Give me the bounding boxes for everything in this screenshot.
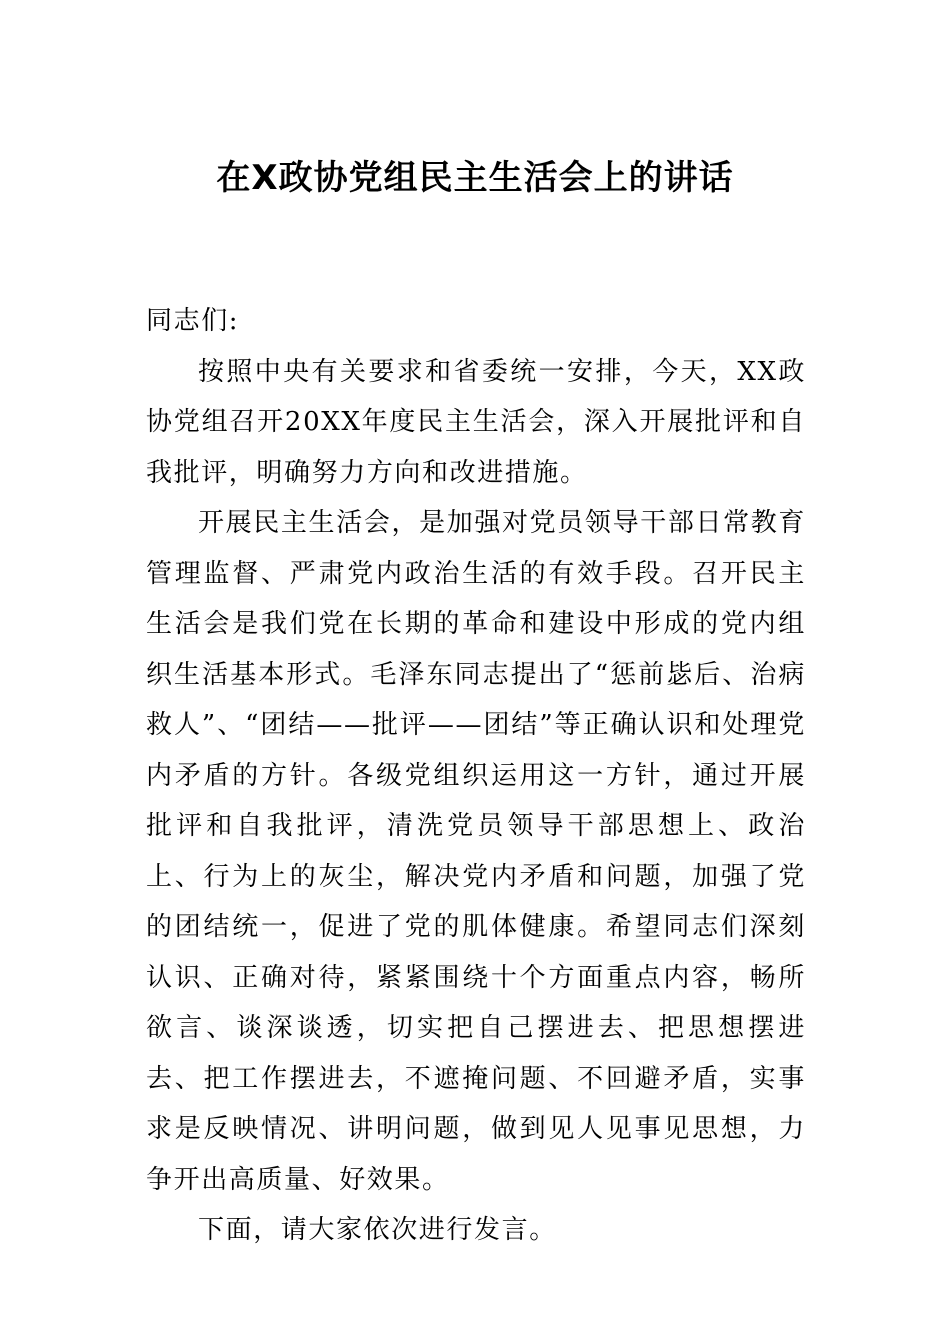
paragraph-intro: 按照中央有关要求和省委统一安排，今天，XX政协党组召开20XX年度民主生活会，深入开展批评和自我批评，明确努力方向和改进措施。 [146, 356, 806, 488]
salutation: 同志们: [146, 306, 240, 336]
paragraph-closing: 下面，请大家依次进行发言。 [198, 1215, 557, 1245]
document-title: 在X政协党组民主生活会上的讲话 [216, 158, 734, 198]
document-body [146, 296, 806, 1256]
paragraph-main: 开展民主生活会，是加强对党员领导干部日常教育管理监督、严肃党内政治生活的有效手段。召开民主生活会是我们党在长期的革命和建设中形成的党内组织生活基本形式。毛泽东同志提出了“惩前毖后、治病救人”、“团结——批评——团结”等正确认识和处理党内矛盾的方针。各级党组织运用这一方针，通过开展批评和自我批评，清洗党员领导干部思想上、政治上、行为上的灰尘，解决党内矛盾和问题，加强了党的团结统一，促进了党的肌体健康。希望同志们深刻认识、正确对待，紧紧围绕十个方面重点内容，畅所欲言、谈深谈透，切实把自己摆进去、把思想摆进去、把工作摆进去，不遮掩问题、不回避矛盾，实事求是反映情况、讲明问题，做到见人见事见思想，力争开出高质量、好效果。 [146, 508, 806, 1195]
